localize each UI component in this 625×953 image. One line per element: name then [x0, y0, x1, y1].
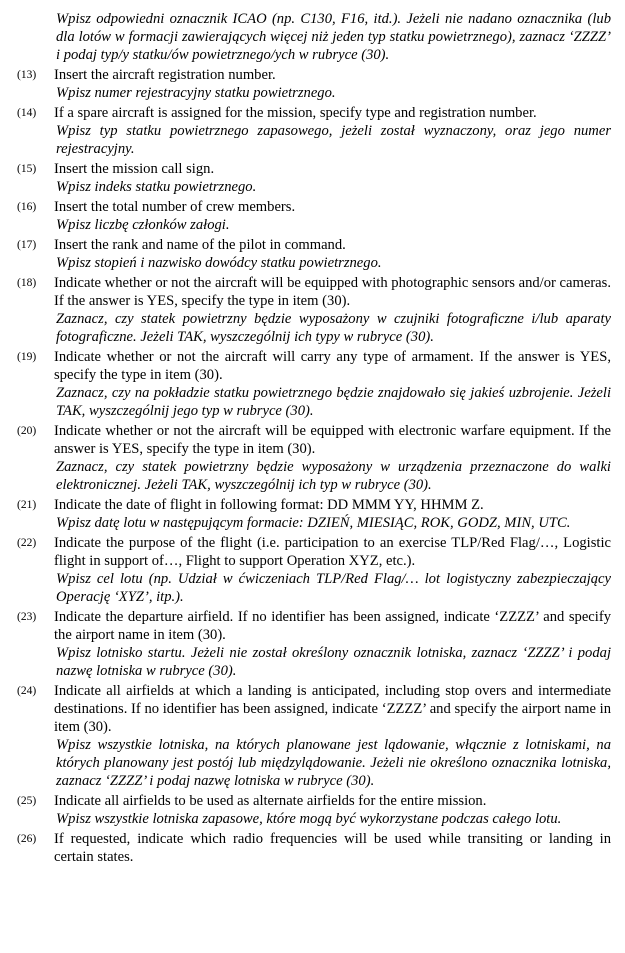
item-number: (15)	[17, 163, 37, 175]
item-text-pl: Wpisz numer rejestracyjny statku powietrznego.	[56, 85, 336, 101]
item-number: (16)	[17, 201, 37, 213]
item-number: (22)	[17, 537, 37, 549]
item-number: (19)	[17, 351, 37, 363]
item-list	[0, 66, 625, 866]
list-item	[0, 348, 625, 420]
item-body	[54, 104, 611, 158]
item-text-en: Indicate the departure airfield. If no identifier has been assigned, indicate ‘ZZZZ’ and specify the airport name in item (30).	[54, 609, 611, 643]
item-body	[54, 274, 611, 346]
item-number: (21)	[17, 499, 37, 511]
item-text-pl: Zaznacz, czy statek powietrzny będzie wyposażony w urządzenia przeznaczone do walki elektronicznej. Jeżeli TAK, wyszczególnij ich typ w rubryce (30).	[56, 459, 611, 493]
item-text-pl: Wpisz datę lotu w następującym formacie: DZIEŃ, MIESIĄC, ROK, GODZ, MIN, UTC.	[56, 515, 571, 531]
item-text-pl: Wpisz stopień i nazwisko dowódcy statku powietrznego.	[56, 255, 382, 271]
list-item	[0, 422, 625, 494]
item-body	[54, 160, 611, 196]
item-body	[54, 792, 611, 828]
item-number: (26)	[17, 833, 37, 845]
list-item	[0, 608, 625, 680]
item-text-en: Insert the mission call sign.	[54, 161, 215, 177]
item-number: (13)	[17, 69, 37, 81]
item-body	[54, 348, 611, 420]
item-text-en: Indicate all airfields at which a landing is anticipated, including stop overs and intermediate destinations. If no identifier has been assigned, indicate ‘ZZZZ’ and specify the airport name in item (30).	[54, 683, 611, 735]
item-body	[54, 422, 611, 494]
item-body	[54, 682, 611, 790]
item-body	[54, 608, 611, 680]
item-text-pl: Wpisz indeks statku powietrznego.	[56, 179, 257, 195]
item-text-en: Indicate all airfields to be used as alternate airfields for the entire mission.	[54, 793, 487, 809]
item-number: (25)	[17, 795, 37, 807]
list-item	[0, 830, 625, 866]
list-item	[0, 66, 625, 102]
item-text-en: Insert the rank and name of the pilot in command.	[54, 237, 346, 253]
list-item	[0, 104, 625, 158]
list-item	[0, 792, 625, 828]
list-item	[0, 534, 625, 606]
item-text-en: If requested, indicate which radio frequencies will be used while transiting or landing in certain states.	[54, 831, 611, 865]
item-text-en: Insert the total number of crew members.	[54, 199, 296, 215]
item-text-pl: Zaznacz, czy statek powietrzny będzie wyposażony w czujniki fotograficzne i/lub aparaty fotograficzne. Jeżeli TAK, wyszczególnij ich typy w rubryce (30).	[56, 311, 611, 345]
list-item	[0, 274, 625, 346]
item-text-pl: Zaznacz, czy na pokładzie statku powietrznego będzie znajdowało się jakieś uzbrojenie. Jeżeli TAK, wyszczególnij jego typ w rubryce (30).	[56, 385, 611, 419]
item-text-pl: Wpisz wszystkie lotniska zapasowe, które mogą być wykorzystane podczas całego lotu.	[56, 811, 562, 827]
item-text-pl: Wpisz cel lotu (np. Udział w ćwiczeniach TLP/Red Flag/… lot logistyczny zabezpieczający Operację ‘XYZ’, itp.).	[56, 571, 611, 605]
item-number: (20)	[17, 425, 37, 437]
item-text-en: Indicate whether or not the aircraft will carry any type of armament. If the answer is YES, specify the type in item (30).	[54, 349, 611, 383]
item-body	[54, 66, 611, 102]
item-body	[54, 496, 611, 532]
item-body	[54, 534, 611, 606]
item-text-en: Indicate the date of flight in following format: DD MMM YY, HHMM Z.	[54, 497, 484, 513]
item-text-pl: Wpisz liczbę członków załogi.	[56, 217, 230, 233]
item-text-en: If a spare aircraft is assigned for the mission, specify type and registration number.	[54, 105, 537, 121]
item-number: (14)	[17, 107, 37, 119]
list-item	[0, 496, 625, 532]
list-item	[0, 682, 625, 790]
list-item	[0, 198, 625, 234]
item-text-pl: Wpisz wszystkie lotniska, na których planowane jest lądowanie, włącznie z lotniskami, na których planowany jest postój lub międzylądowanie. Jeżeli nie określono oznacznika lotniska, zaznacz ‘ZZZZ’ i podaj nazwę lotniska w rubryce (30).	[56, 737, 611, 789]
list-item	[0, 236, 625, 272]
item-text-pl: Wpisz lotnisko startu. Jeżeli nie został określony oznacznik lotniska, zaznacz ‘ZZZZ’ i podaj nazwę lotniska w rubryce (30).	[56, 645, 611, 679]
item-body	[54, 830, 611, 866]
item-text-pl: Wpisz typ statku powietrznego zapasowego, jeżeli został wyznaczony, oraz jego numer rejestracyjny.	[56, 123, 611, 157]
intro-paragraph-pl: Wpisz odpowiedni oznacznik ICAO (np. C130, F16, itd.). Jeżeli nie nadano oznacznika (lub dla lotów w formacji zawierających więcej niż jeden typ statku powietrznego), zaznacz ‘ZZZZ’ i podaj typ/y statku/ów powietrznego/ych w rubryce (30).	[56, 11, 611, 63]
item-body	[54, 198, 611, 234]
item-number: (17)	[17, 239, 37, 251]
list-item	[0, 160, 625, 196]
item-number: (24)	[17, 685, 37, 697]
item-text-en: Indicate whether or not the aircraft will be equipped with electronic warfare equipment. If the answer is YES, specify the type in item (30).	[54, 423, 611, 457]
item-body	[54, 236, 611, 272]
item-text-en: Indicate whether or not the aircraft will be equipped with photographic sensors and/or cameras. If the answer is YES, specify the type in item (30).	[54, 275, 611, 309]
item-number: (18)	[17, 277, 37, 289]
item-text-en: Insert the aircraft registration number.	[54, 67, 276, 83]
item-text-en: Indicate the purpose of the flight (i.e. participation to an exercise TLP/Red Flag/…, Logistic flight in support of…, Flight to support Operation XYZ, etc.).	[54, 535, 611, 569]
item-number: (23)	[17, 611, 37, 623]
